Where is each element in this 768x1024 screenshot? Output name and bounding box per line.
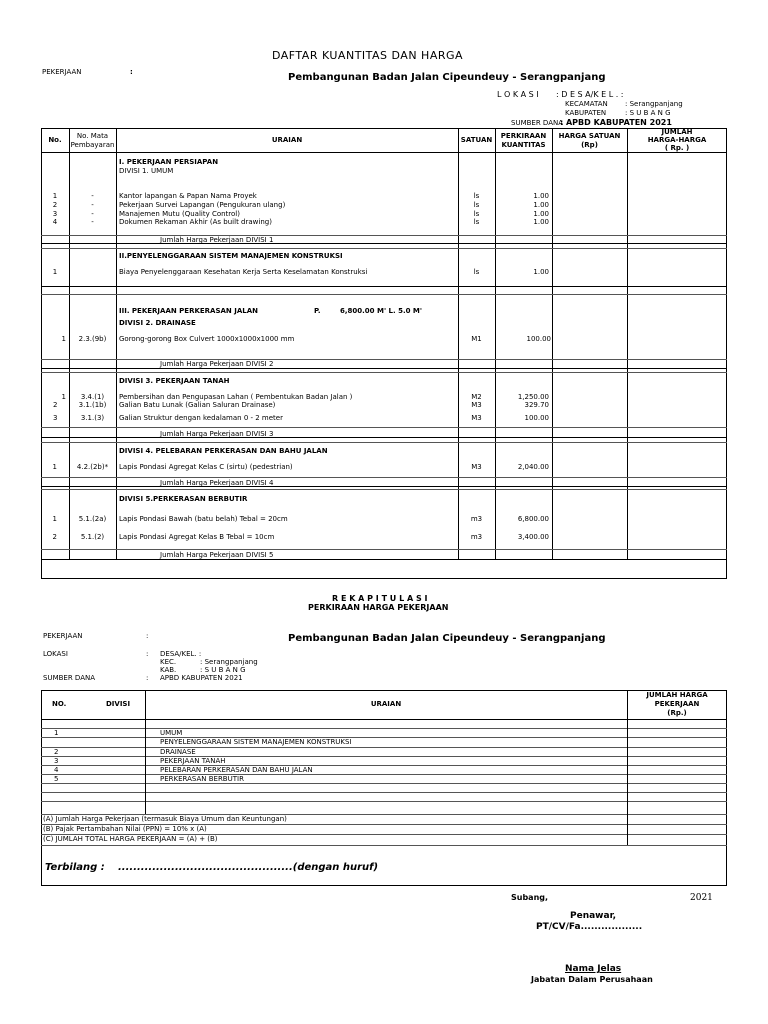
- row-mata: 3.1.(1b): [78, 401, 107, 409]
- division-total: Jumlah Harga Pekerjaan DIVISI 3: [160, 430, 274, 438]
- pekerjaan-colon: :: [130, 68, 133, 76]
- terbilang-value: ..............................................(dengan huruf): [118, 862, 379, 873]
- row-no: 2: [53, 401, 58, 409]
- row-qty: 100.00: [524, 414, 549, 422]
- row-uraian: Pekerjaan Survei Lapangan (Pengukuran ulang): [119, 201, 286, 209]
- rekap-sum-c: (C) JUMLAH TOTAL HARGA PEKERJAAN = (A) + (B): [43, 835, 218, 843]
- col-mata-1: No. Mata: [76, 132, 109, 140]
- row-no: 2: [52, 533, 57, 541]
- rekap-kab-label: KAB.: [160, 666, 177, 674]
- row-no: 1: [52, 463, 57, 471]
- row-uraian: Gorong-gorong Box Culvert 1000x1000x1000 mm: [119, 335, 295, 343]
- rekap-sum-b: (B) Pajak Pertambahan Nilai (PPN) = 10% x (A): [43, 825, 207, 833]
- row-uraian: Lapis Pondasi Agregat Kelas B Tebal = 10cm: [119, 533, 275, 541]
- row-no: 2: [52, 201, 58, 209]
- project-name: Pembangunan Badan Jalan Cipeundeuy - Serangpanjang: [288, 72, 606, 83]
- sign-year: 2021: [690, 893, 713, 903]
- col-jumlah-3: ( Rp. ): [664, 144, 690, 152]
- col-kuantitas-1: PERKIRAAN: [500, 132, 547, 140]
- division-total: Jumlah Harga Pekerjaan DIVISI 5: [160, 551, 274, 559]
- rekap-row-no: 2: [54, 748, 59, 756]
- sign-penawar: Penawar,: [570, 911, 617, 921]
- section-title: II.PENYELENGGARAAN SISTEM MANAJEMEN KONSTRUKSI: [119, 252, 343, 260]
- rekap-colon: :: [146, 632, 149, 640]
- sign-city: Subang,: [511, 893, 549, 902]
- row-mata: -: [91, 192, 94, 200]
- division-title: DIVISI 3. PEKERJAAN TANAH: [119, 377, 230, 385]
- kabupaten-label: KABUPATEN: [565, 109, 607, 117]
- sign-name: Nama Jelas: [565, 964, 622, 974]
- rekap-row-no: 3: [54, 757, 59, 765]
- kecamatan-value: : Serangpanjang: [625, 100, 683, 108]
- row-mata: 3.1.(3): [80, 414, 105, 422]
- col-no: No.: [48, 136, 62, 144]
- row-qty: 100.00: [526, 335, 551, 343]
- row-qty: 1.00: [533, 268, 549, 276]
- row-no: 3: [52, 210, 58, 218]
- row-satuan: M3: [471, 463, 482, 471]
- col-satuan: SATUAN: [460, 136, 493, 144]
- row-uraian: Lapis Pondasi Bawah (batu belah) Tebal = 20cm: [119, 515, 288, 523]
- rekap-row-uraian: PEKERJAAN TANAH: [160, 757, 226, 765]
- rekap-kec-label: KEC.: [160, 658, 177, 666]
- row-satuan: M2: [471, 393, 482, 401]
- row-satuan: ls: [473, 210, 480, 218]
- section-length: 6,800.00 M' L. 5.0 M': [340, 307, 423, 315]
- rekap-colon: :: [146, 650, 149, 658]
- rekap-row-uraian: PENYELENGGARAAN SISTEM MANAJEMEN KONSTRUKSI: [160, 738, 352, 746]
- rekap-project-name: Pembangunan Badan Jalan Cipeundeuy - Serangpanjang: [288, 633, 606, 644]
- rekap-desa: DESA/KEL. :: [160, 650, 202, 658]
- row-uraian: Galian Struktur dengan kedalaman 0 - 2 meter: [119, 414, 283, 422]
- row-uraian: Dokumen Rekaman Akhir (As built drawing): [119, 218, 272, 226]
- row-satuan: m3: [470, 533, 483, 541]
- division-total: Jumlah Harga Pekerjaan DIVISI 2: [160, 360, 274, 368]
- col-mata-2: Pembayaran: [70, 141, 115, 149]
- row-uraian: Galian Batu Lunak (Galian Saluran Drainase): [119, 401, 276, 409]
- rekap-col-jumlah-1: JUMLAH HARGA: [646, 691, 708, 699]
- row-qty: 3,400.00: [517, 533, 549, 541]
- rekap-col-divisi: DIVISI: [106, 700, 131, 708]
- row-no: 4: [52, 218, 58, 226]
- section-length-p: P.: [314, 307, 321, 315]
- rekap-col-no: NO.: [52, 700, 67, 708]
- row-mata: -: [91, 201, 94, 209]
- col-jumlah-1: JUMLAH: [661, 128, 693, 136]
- row-satuan: M3: [471, 414, 482, 422]
- rekap-kec-value: : Serangpanjang: [200, 658, 258, 666]
- col-jumlah-2: HARGA-HARGA: [647, 136, 707, 144]
- rekap-row-no: 1: [54, 729, 59, 737]
- row-no: 1: [52, 268, 58, 276]
- division-title: DIVISI 4. PELEBARAN PERKERASAN DAN BAHU JALAN: [119, 447, 328, 455]
- row-uraian: Kantor lapangan & Papan Nama Proyek: [119, 192, 257, 200]
- row-uraian: Manajemen Mutu (Quality Control): [119, 210, 240, 218]
- row-uraian: Biaya Penyelenggaraan Kesehatan Kerja Serta Keselamatan Konstruksi: [119, 268, 368, 276]
- rekap-row-uraian: PELEBARAN PERKERASAN DAN BAHU JALAN: [160, 766, 313, 774]
- rekap-row-no: 4: [54, 766, 59, 774]
- row-satuan: ls: [473, 192, 480, 200]
- row-no: 3: [53, 414, 58, 422]
- division-total: Jumlah Harga Pekerjaan DIVISI 4: [160, 479, 274, 487]
- rekap-row-uraian: DRAINASE: [160, 748, 196, 756]
- row-mata: 4.2.(2b)*: [76, 463, 109, 471]
- rekap-colon: :: [146, 674, 149, 682]
- row-mata: 5.1.(2): [80, 533, 105, 541]
- rekap-kab-value: : S U B A N G: [200, 666, 246, 674]
- rekap-sum-a: (A) Jumlah Harga Pekerjaan (termasuk Biaya Umum dan Keuntungan): [43, 815, 287, 823]
- col-uraian: URAIAN: [271, 136, 303, 144]
- row-no: 1: [61, 393, 66, 401]
- row-qty: 329.70: [524, 401, 549, 409]
- row-mata: -: [91, 210, 94, 218]
- division-title: DIVISI 2. DRAINASE: [119, 319, 196, 327]
- col-harga-1: HARGA SATUAN: [558, 132, 621, 140]
- rekap-row-no: 5: [54, 775, 59, 783]
- row-qty: 1.00: [533, 192, 549, 200]
- row-satuan: ls: [473, 201, 480, 209]
- row-satuan: ls: [473, 268, 480, 276]
- division-title: DIVISI 5.PERKERASAN BERBUTIR: [119, 495, 248, 503]
- kabupaten-value: : S U B A N G: [625, 109, 671, 117]
- division-subtitle: DIVISI 1. UMUM: [119, 167, 174, 175]
- row-no: 1: [52, 515, 57, 523]
- row-no: 1: [52, 192, 58, 200]
- row-qty: 2,040.00: [517, 463, 549, 471]
- sign-company: PT/CV/Fa..................: [536, 922, 643, 932]
- rekap-col-jumlah-3: (Rp.): [667, 709, 687, 717]
- kecamatan-label: KECAMATAN: [565, 100, 608, 108]
- row-qty: 1,250.00: [517, 393, 549, 401]
- row-satuan: M1: [471, 335, 482, 343]
- section-title: I. PEKERJAAN PERSIAPAN: [119, 158, 219, 166]
- row-qty: 1.00: [533, 218, 549, 226]
- rekap-col-jumlah-2: PEKERJAAN: [654, 700, 700, 708]
- row-qty: 1.00: [533, 210, 549, 218]
- sign-position: Jabatan Dalam Perusahaan: [531, 975, 653, 984]
- doc-title: DAFTAR KUANTITAS DAN HARGA: [272, 49, 464, 62]
- terbilang-label: Terbilang :: [45, 862, 105, 873]
- row-satuan: M3: [471, 401, 482, 409]
- row-no: 1: [61, 335, 66, 343]
- col-kuantitas-2: KUANTITAS: [501, 141, 546, 149]
- desa-label: : D E S A/K E L . :: [556, 90, 624, 99]
- rekap-subtitle: PERKIRAAN HARGA PEKERJAAN: [308, 603, 449, 612]
- col-harga-2: (Rp): [581, 141, 598, 149]
- sumber-label: SUMBER DANA: [511, 119, 564, 127]
- section-title: III. PEKERJAAN PERKERASAN JALAN: [119, 307, 258, 315]
- sumber-value: : APBD KABUPATEN 2021: [560, 118, 672, 127]
- rekap-sumber-label: SUMBER DANA: [43, 674, 96, 682]
- rekap-pekerjaan-label: PEKERJAAN: [43, 632, 83, 640]
- rekap-title: R E K A P I T U L A S I: [332, 594, 428, 603]
- row-mata: 5.1.(2a): [78, 515, 107, 523]
- pekerjaan-label: PEKERJAAN: [42, 68, 82, 76]
- division-total: Jumlah Harga Pekerjaan DIVISI 1: [160, 236, 274, 244]
- row-satuan: m3: [470, 515, 483, 523]
- row-mata: 2.3.(9b): [78, 335, 107, 343]
- rekap-sumber-value: APBD KABUPATEN 2021: [160, 674, 243, 682]
- row-uraian: Lapis Pondasi Agregat Kelas C (sirtu) (pedestrian): [119, 463, 293, 471]
- rekap-row-uraian: PERKERASAN BERBUTIR: [160, 775, 244, 783]
- row-satuan: ls: [473, 218, 480, 226]
- lokasi-label: L O K A S I: [497, 90, 539, 99]
- rekap-lokasi-label: LOKASI: [43, 650, 68, 658]
- row-qty: 6,800.00: [517, 515, 549, 523]
- row-mata: -: [91, 218, 94, 226]
- rekap-row-uraian: UMUM: [160, 729, 183, 737]
- row-qty: 1.00: [533, 201, 549, 209]
- row-uraian: Pembersihan dan Pengupasan Lahan ( Pembentukan Badan Jalan ): [119, 393, 353, 401]
- row-mata: 3.4.(1): [80, 393, 105, 401]
- rekap-col-uraian: URAIAN: [370, 700, 402, 708]
